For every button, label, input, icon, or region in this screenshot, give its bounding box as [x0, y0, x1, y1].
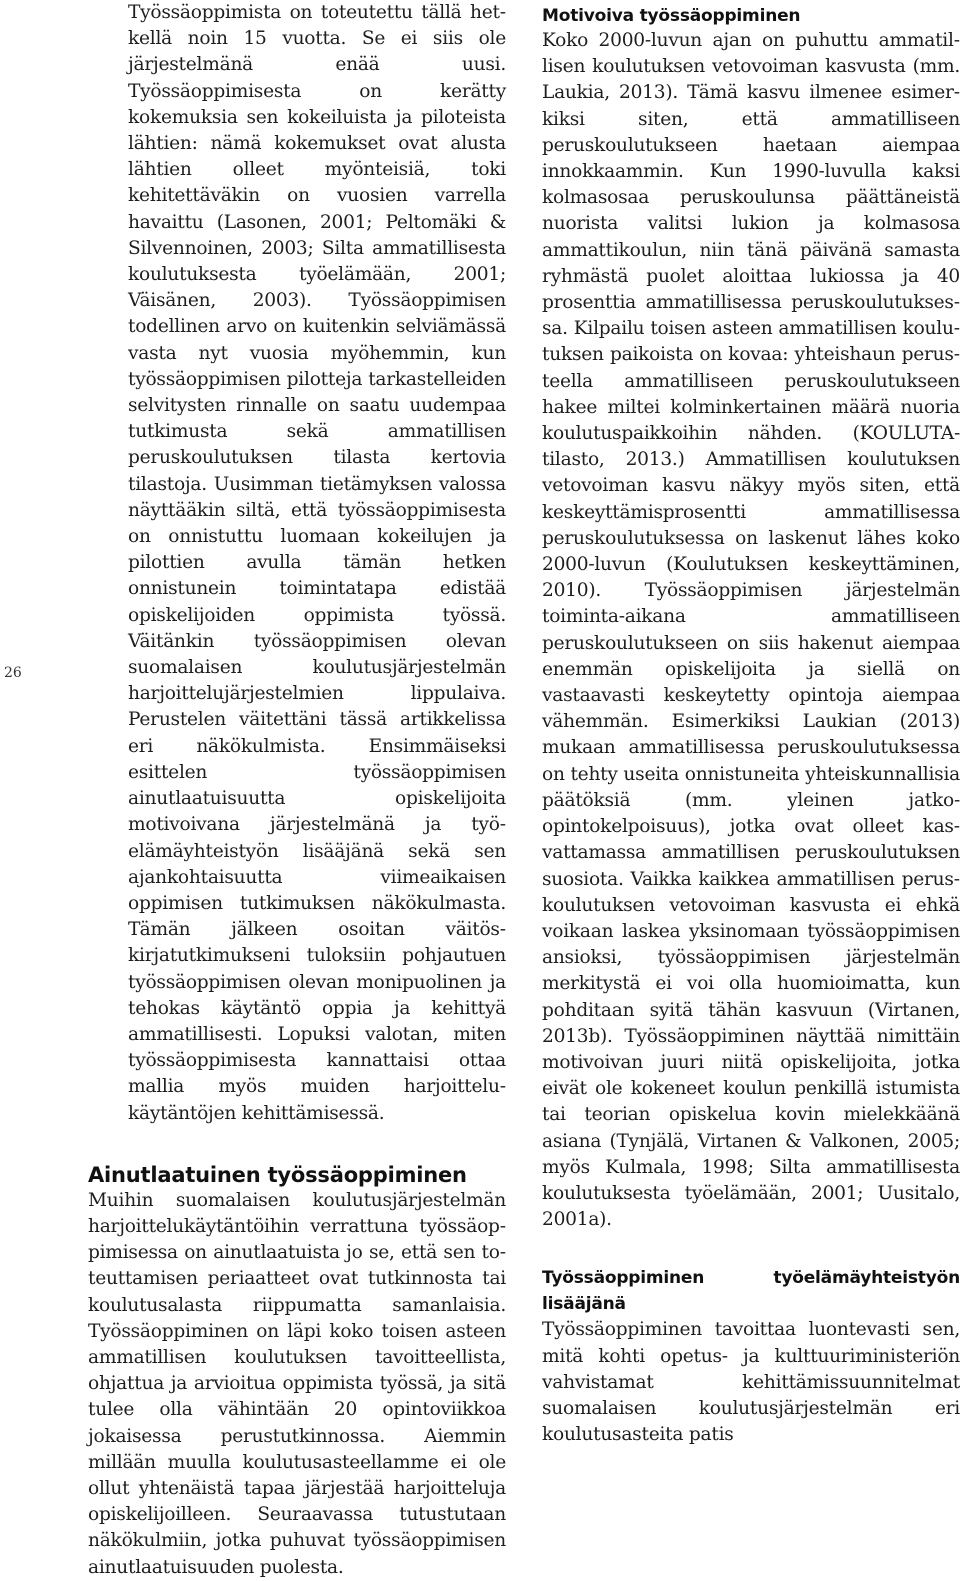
left-column: [88, 0, 506, 1581]
section-heading-motivating-workplace-learning: Motivoiva työssäoppiminen: [542, 6, 801, 26]
right-column: [542, 0, 960, 1448]
page-number: 26: [4, 665, 22, 681]
section-heading-unique-workplace-learning: Ainutlaatuinen työssäoppiminen: [88, 1162, 467, 1187]
motivating-workplace-learning-paragraph: Koko 2000-luvun ajan on puhuttu ammatillisen koulutuksen vetovoiman kasvusta (mm. Laukia, 2013). Tämä kasvu ilmenee esimerkiksi siten, että ammatilliseen peruskoulutukseen haetaan aiempaa innokkaammin. Kun 1990-luvulla kaksi kolmasosaa peruskoulunsa päättäneistä nuorista valitsi lukion ja kolmasosa ammattikoulun, niin tänä päivänä samasta ryhmästä puolet aloittaa lukiossa ja 40 prosenttia ammatillisessa peruskoulutuksessa. Kilpailu toisen asteen ammatillisen koulutuksen paikoista on kovaa: yhteishaun perusteella ammatilliseen peruskoulutukseen hakee miltei kolminkertainen määrä nuoria koulutuspaikkoihin nähden. (KOULUTA-tilasto, 2013.) Ammatillisen koulutuksen vetovoiman kasvu näkyy myös siten, että keskeyttämisprosentti ammatillisessa peruskoulutuksessa on laskenut lähes koko 2000-luvun (Koulutuksen keskeyttäminen, 2010). Työssäoppimisen järjestelmän toiminta-aikana ammatilliseen peruskoulutukseen on siis hakenut aiempaa enemmän opiskelijoita ja siellä on vastaavasti keskeytetty opintoja aiempaa vähemmän. Esimerkiksi Laukian (2013) mukaan ammatillisessa peruskoulutuksessa on tehty useita onnistuneita yhteiskunnallisia päätöksiä (mm. yleinen jatko-opintokelpoisuus), jotka ovat olleet kasvattamassa ammatillisen peruskoulutuksen suosiota. Vaikka kaikkea ammatillisen peruskoulutuksen vetovoiman kasvusta ei ehkä voikaan laskea yksinomaan työssäoppimisen ansioksi, työssäoppimisen järjestelmän merkitystä ei voi olla huomioimatta, kun pohditaan syitä tähän kasvuun (Virtanen, 2013b). Työssäoppiminen näyttää nimittäin motivoivan juuri niitä opiskelijoita, jotka eivät ole kokeneet koulun penkillä istumista tai teorian opiskelua kovin mielekkäänä asiana (Tynjälä, Virtanen & Valkonen, 2005; myös Kulmala, 1998; Silta ammatillisesta koulutuksesta työelämään, 2001; Uusitalo, 2001a).: [542, 30, 960, 1231]
intro-paragraph: Työssäoppimista on toteutettu tällä hetkellä noin 15 vuotta. Se ei siis ole järjestelmänä enää uusi. Työssäoppimisesta on kerätty kokemuksia sen kokeiluista ja piloteista lähtien: nämä kokemukset ovat alusta lähtien olleet myönteisiä, toki kehitettäväkin on vuosien varrella havaittu (Lasonen, 2001; Peltomäki & Silvennoinen, 2003; Silta ammatillisesta koulutuksesta työelämään, 2001; Väisänen, 2003). Työssäoppimisen todellinen arvo on kuitenkin selviämässä vasta nyt vuosia myöhemmin, kun työssäoppimisen pilotteja tarkastelleiden selvitysten rinnalle on saatu uudempaa tutkimusta sekä ammatillisen peruskoulutuksen tilasta kertovia tilastoja. Uusimman tietämyksen valossa näyttääkin siltä, että työssäoppimisesta on onnistuttu luomaan kokeilujen ja pilottien avulla tämän hetken onnistunein toimintatapa edistää opiskelijoiden oppimista työssä. Väitänkin työssäoppimisen olevan suomalaisen koulutusjärjestelmän harjoittelujärjestelmien lippulaiva. Perustelen väitettäni tässä artikkelissa eri näkökulmista. Ensimmäiseksi esittelen työssäoppimisen ainutlaatuisuutta opiskelijoita motivoivana järjestelmänä ja työelämäyhteistyön lisääjänä sekä sen ajankohtaisuutta viimeaikaisen oppimisen tutkimuksen näkökulmasta. Tämän jälkeen osoitan väitöskirjatutkimukseni tuloksiin pohjautuen työssäoppimisen olevan monipuolinen ja tehokas käytäntö oppia ja kehittyä ammatillisesti. Lopuksi valotan, miten työssäoppimisesta kannattaisi ottaa mallia myös muiden harjoittelukäytäntöjen kehittämisessä.: [128, 2, 506, 1124]
unique-workplace-learning-paragraph: Muihin suomalaisen koulutusjärjestelmän harjoittelukäytäntöihin verrattuna työssäoppimisessa on ainutlaatuista jo se, että sen toteuttamisen periaatteet ovat tutkinnosta tai koulutusalasta riippumatta samanlaisia. Työssäoppiminen on läpi koko toisen asteen ammatillisen koulutuksen tavoitteellista, ohjattua ja arvioitua oppimista työssä, ja sitä tulee olla vähintään 20 opintoviikkoa jokaisessa perustutkinnossa. Aiemmin millään muulla koulutusasteellamme ei ole ollut yhtenäistä tapaa järjestää harjoitteluja opiskelijoilleen. Seuraavassa tutustutaan näkökulmiin, jotka puhuvat työssäoppimisen ainutlaatuisuuden puolesta.: [88, 1189, 506, 1578]
working-life-cooperation-paragraph: Työssäoppiminen tavoittaa luontevasti sen, mitä kohti opetus- ja kulttuuriministeriön vahvistamat kehittämissuunnitelmat suomalaisen koulutusjärjestelmän eri koulutusasteita patis: [542, 1319, 960, 1446]
section-heading-working-life-cooperation: Työssäoppiminen työelämäyhteistyön lisääjänä: [542, 1268, 960, 1315]
